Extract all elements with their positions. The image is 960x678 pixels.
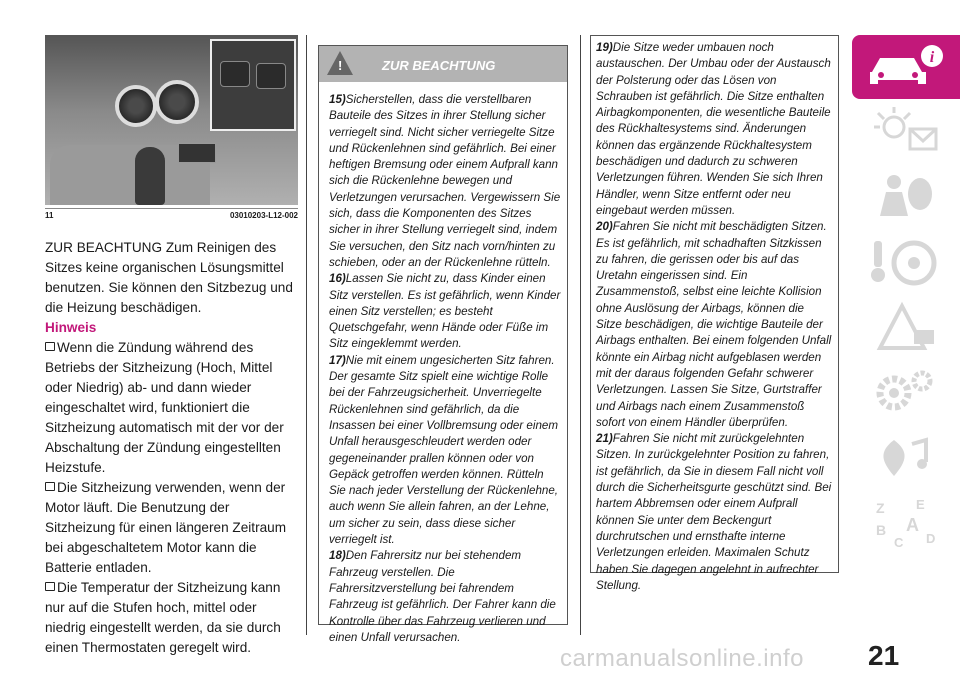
warning-item: 19)Die Sitze weder umbauen noch austauschen. Der Umbau oder der Austausch der Polsterung oder das Lösen von Schrauben ist gefährlich. Die Sitze enthalten Airbagkomponenten, die wesentliche Bauteile des Rückhaltesystems sind. Änderungen können das ergänzende Rückhaltesystem beschädigen und dadurch zu schweren Verletzungen führen. Wenden Sie sich Ihren Händler, wenn Sitze entfernt oder neu eingebaut werden müssen. bbox=[596, 41, 831, 217]
warning-item: 18)Den Fahrersitz nur bei stehendem Fahrzeug verstellen. Die Fahrersitzverstellung bei fahrendem Fahrzeug ist gefährlich. Der Fahrer kann die Kontrolle über das Fahrzeug verlieren und einen Unfall verursachen. bbox=[329, 549, 556, 644]
sidebar-item-emergency[interactable] bbox=[852, 295, 960, 359]
warning-body bbox=[319, 82, 567, 646]
sidebar-item-vehicle-info[interactable] bbox=[852, 35, 960, 99]
figure-number: 11 bbox=[45, 211, 54, 220]
svg-text:i: i bbox=[929, 49, 935, 66]
svg-text:C: C bbox=[894, 535, 904, 549]
car-info-icon bbox=[864, 42, 948, 92]
sidebar-item-multimedia[interactable] bbox=[852, 425, 960, 489]
airbag-safety-icon bbox=[864, 170, 948, 224]
warning-item: 21)Fahren Sie nicht mit zurückgelehnten Sitzen. In zurückgelehnter Position zu fahren, ist gefährlich, da Sie in diesem Fall nicht voll durch die Sicherheitsgurte geschützt sind. Bei hartem Abbremsen oder einem Aufprall können Sie unter dem Beckengurt durchrutschen und ernsthafte interne Verletzungen erleiden. Maximalen Schutz haben Sie dagegen angelehnt in aufrechter Stellung. bbox=[596, 432, 832, 592]
warning-box bbox=[318, 45, 568, 644]
warning-header bbox=[319, 46, 567, 82]
warning-item: 15)Sicherstellen, dass die verstellbaren Bauteile des Sitzes in ihrer Stellung sicher verriegelt sind. Nicht sicher verriegelte Sitze und Rückenlehnen sind gefährlich. Bei einer heftigen Bremsung oder einem Aufprall kann sich die Rückenlehne bewegen und Verletzungen verursachen. Vergewissern Sie sich, dass die Komponenten des Sitzes sicher in ihrer Stellung verriegelt sind, indem Sie versuchen, den Sitz nach vorn/hinten zu schieben, oder an der Rückenlehne rütteln. bbox=[329, 93, 561, 269]
gauge-left bbox=[115, 85, 157, 127]
hint-bullet: Wenn die Zündung während des Betriebs der Sitzheizung (Hoch, Mittel oder Niedrig) ab- und dann wieder eingeschaltet wird, funktioniert die Sitzheizung automatisch mit der vor der Abschaltung der Zündung eingestellten Heizstufe. bbox=[45, 340, 284, 475]
multimedia-icon bbox=[864, 430, 948, 484]
figure-caption bbox=[45, 208, 298, 220]
warning-road-icon bbox=[864, 300, 948, 354]
note-icon bbox=[45, 342, 55, 351]
warning-box-continued bbox=[590, 35, 839, 592]
column-divider bbox=[580, 35, 581, 635]
hint-bullet: Die Temperatur der Sitzheizung kann nur auf die Stufen hoch, mittel oder niedrig eingestellt werden, da sie durch einen Thermostaten geregelt wird. bbox=[45, 580, 281, 655]
warning-item: 20)Fahren Sie nicht mit beschädigten Sitzen. Es ist gefährlich, mit schadhaften Sitzkissen zu fahren, die gerissen oder bis auf das Uretahn eingerissen sind. Ein Zusammenstoß, selbst eine leichte Kollision ohne Auslösung der Airbags, können die Sitze beschädigen, die wichtige Bauteile der Airbags enthalten. Bei einem folgenden Unfall könnte ein Airbag nicht aufgeblasen werden mit der daraus folgenden Gefahr schwerer Verletzungen. Lassen Sie Sitze, Gurtstraffer und Airbags nach einem Zusammenstoß sofort von einem Händler überprüfen. bbox=[596, 220, 832, 429]
seat-heater-figure bbox=[45, 35, 298, 205]
svg-text:A: A bbox=[906, 515, 919, 535]
svg-text:Z: Z bbox=[876, 500, 885, 516]
index-letters-icon bbox=[864, 495, 948, 549]
hint-title: Hinweis bbox=[45, 320, 97, 335]
seat-heater-switch-left bbox=[220, 61, 250, 87]
switch-detail-inset bbox=[210, 39, 296, 131]
dashboard-lights-icon bbox=[864, 105, 948, 159]
watermark: carmanualsonline.info bbox=[560, 645, 804, 672]
left-column bbox=[45, 238, 300, 658]
page-number: 21 bbox=[868, 640, 900, 671]
sidebar-item-maintenance[interactable] bbox=[852, 360, 960, 424]
gear-shift-knob bbox=[135, 147, 165, 205]
note-icon bbox=[45, 482, 55, 491]
figure-code: 03010203-L12-002 bbox=[229, 211, 298, 220]
cleaning-note: ZUR BEACHTUNG Zum Reinigen des Sitzes keine organischen Lösungsmittel benutzen. Sie können den Sitzbezug und die Heizung beschädigen. bbox=[45, 240, 293, 315]
warning-triangle-icon: ! bbox=[327, 51, 353, 75]
seat-heater-switch-right bbox=[256, 63, 286, 89]
sidebar-item-starting-driving[interactable] bbox=[852, 230, 960, 294]
maintenance-gears-icon bbox=[864, 365, 948, 419]
sidebar-item-dashboard[interactable] bbox=[852, 100, 960, 164]
svg-text:D: D bbox=[926, 531, 936, 546]
column-divider bbox=[306, 35, 307, 635]
hint-bullet: Die Sitzheizung verwenden, wenn der Motor läuft. Die Benutzung der Sitzheizung für einen längeren Zeitraum bei abgeschaltetem Motor kann die Batterie entladen. bbox=[45, 480, 287, 575]
warning-item: 16)Lassen Sie nicht zu, dass Kinder einen Sitz verstellen. Es ist gefährlich, wenn Kinder einen Sitz verstellen; es besteht Quetschgefahr, wenn Hände oder Füße im Sitz eingeklemmt werden. bbox=[329, 272, 561, 351]
sidebar-item-index[interactable] bbox=[852, 490, 960, 554]
sidebar-item-safety[interactable] bbox=[852, 165, 960, 229]
gauge-right bbox=[155, 80, 199, 124]
steering-wheel-icon bbox=[864, 235, 948, 289]
warning-body bbox=[591, 36, 838, 594]
svg-text:B: B bbox=[876, 522, 887, 538]
warning-item: 17)Nie mit einem ungesicherten Sitz fahren. Der gesamte Sitz spielt eine wichtige Rolle bei der Fahrzeugsicherheit. Unverriegelte Rückenlehnen sind gefährlich, da die Insassen bei einer Vollbremsung oder einem Unfall herausgeschleudert werden oder gegeneinander prallen können oder von Gepäck getroffen werden können. Rütteln Sie nach jeder Verstellung der Rückenlehne, auch wenn Sie allein fahren, an der Lehne, um sicher zu sein, dass diese sicher verriegelt ist. bbox=[329, 353, 559, 547]
warning-title: ZUR BEACHTUNG bbox=[382, 58, 496, 73]
note-icon bbox=[45, 582, 55, 591]
switch-indicator-area bbox=[178, 143, 216, 163]
svg-text:E: E bbox=[916, 497, 925, 512]
chapter-sidebar bbox=[852, 35, 960, 555]
